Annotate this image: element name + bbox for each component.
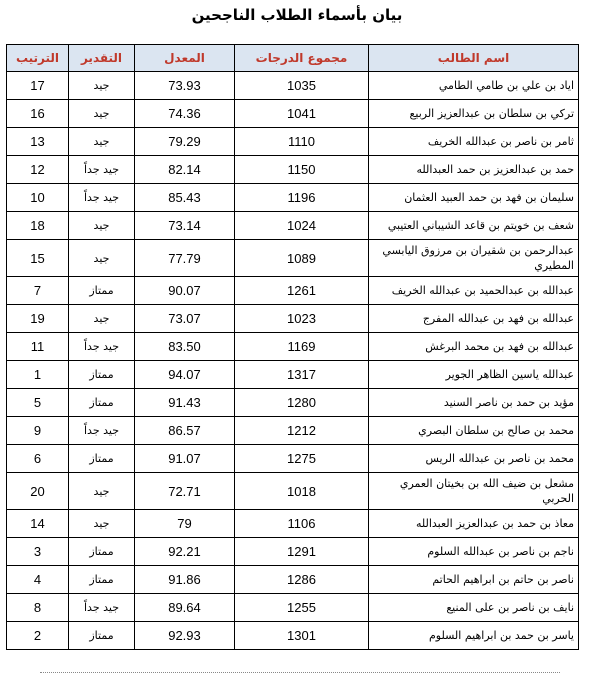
- page-title: بيان بأسماء الطلاب الناجحين: [191, 6, 403, 24]
- student-name-cell: سليمان بن فهد بن حمد العبيد العثمان: [369, 184, 579, 212]
- rank-cell: 16: [7, 100, 69, 128]
- table-row: [7, 212, 579, 240]
- header-rank: الترتيب: [7, 45, 69, 72]
- student-name-cell: معاذ بن حمد بن عبدالعزيز العبدالله: [369, 510, 579, 538]
- header-total: مجموع الدرجات: [235, 45, 369, 72]
- header-name: اسم الطالب: [369, 45, 579, 72]
- grade-cell: ممتاز: [69, 389, 135, 417]
- total-cell: 1106: [235, 510, 369, 538]
- total-cell: 1317: [235, 361, 369, 389]
- grade-cell: جيد جداً: [69, 417, 135, 445]
- table-row: [7, 417, 579, 445]
- grade-cell: ممتاز: [69, 622, 135, 650]
- student-name-cell: اياد بن علي بن طامي الطامي: [369, 72, 579, 100]
- table-row: [7, 622, 579, 650]
- table-row: [7, 473, 579, 510]
- student-name-cell: محمد بن صالح بن سلطان البصري: [369, 417, 579, 445]
- student-name-cell: ياسر بن حمد بن ابراهيم السلوم: [369, 622, 579, 650]
- grade-cell: ممتاز: [69, 445, 135, 473]
- grade-cell: جيد: [69, 510, 135, 538]
- table-row: [7, 128, 579, 156]
- student-name-cell: عبدالله بن فهد بن عبدالله المفرج: [369, 305, 579, 333]
- rank-cell: 14: [7, 510, 69, 538]
- total-cell: 1280: [235, 389, 369, 417]
- table-row: [7, 305, 579, 333]
- student-name-cell: مؤيد بن حمد بن ناصر السنيد: [369, 389, 579, 417]
- rank-cell: 10: [7, 184, 69, 212]
- total-cell: 1255: [235, 594, 369, 622]
- average-cell: 83.50: [135, 333, 235, 361]
- total-cell: 1169: [235, 333, 369, 361]
- rank-cell: 12: [7, 156, 69, 184]
- average-cell: 79.29: [135, 128, 235, 156]
- grade-cell: جيد: [69, 305, 135, 333]
- total-cell: 1023: [235, 305, 369, 333]
- rank-cell: 6: [7, 445, 69, 473]
- student-name-cell: نايف بن ناصر بن على المنيع: [369, 594, 579, 622]
- student-name-cell: ناجم بن ناصر بن عبدالله السلوم: [369, 538, 579, 566]
- rank-cell: 20: [7, 473, 69, 510]
- rank-cell: 9: [7, 417, 69, 445]
- grade-cell: جيد جداً: [69, 184, 135, 212]
- table-row: [7, 240, 579, 277]
- table-row: [7, 538, 579, 566]
- average-cell: 79: [135, 510, 235, 538]
- rank-cell: 11: [7, 333, 69, 361]
- header-row: [7, 45, 579, 72]
- grade-cell: جيد: [69, 240, 135, 277]
- table-row: [7, 594, 579, 622]
- student-name-cell: محمد بن ناصر بن عبدالله الريس: [369, 445, 579, 473]
- average-cell: 85.43: [135, 184, 235, 212]
- rank-cell: 7: [7, 277, 69, 305]
- total-cell: 1041: [235, 100, 369, 128]
- average-cell: 90.07: [135, 277, 235, 305]
- rank-cell: 5: [7, 389, 69, 417]
- student-name-cell: عبدالله ياسين الظاهر الجوير: [369, 361, 579, 389]
- rank-cell: 19: [7, 305, 69, 333]
- grade-cell: ممتاز: [69, 277, 135, 305]
- grade-cell: جيد جداً: [69, 333, 135, 361]
- rank-cell: 4: [7, 566, 69, 594]
- average-cell: 94.07: [135, 361, 235, 389]
- grade-cell: ممتاز: [69, 566, 135, 594]
- average-cell: 86.57: [135, 417, 235, 445]
- student-name-cell: عبدالرحمن بن شقيران بن مرزوق اليابسي المطيري: [369, 240, 579, 277]
- grade-cell: جيد: [69, 473, 135, 510]
- total-cell: 1018: [235, 473, 369, 510]
- rank-cell: 2: [7, 622, 69, 650]
- total-cell: 1024: [235, 212, 369, 240]
- total-cell: 1291: [235, 538, 369, 566]
- grade-cell: جيد جداً: [69, 156, 135, 184]
- student-name-cell: شعف بن خويتم بن قاعد الشيباني العتيبي: [369, 212, 579, 240]
- student-name-cell: عبدالله بن عبدالحميد بن عبدالله الخريف: [369, 277, 579, 305]
- average-cell: 91.86: [135, 566, 235, 594]
- grade-cell: جيد: [69, 212, 135, 240]
- grade-cell: ممتاز: [69, 538, 135, 566]
- average-cell: 74.36: [135, 100, 235, 128]
- grade-cell: ممتاز: [69, 361, 135, 389]
- header-grade: التقدير: [69, 45, 135, 72]
- total-cell: 1261: [235, 277, 369, 305]
- average-cell: 73.14: [135, 212, 235, 240]
- table-row: [7, 100, 579, 128]
- students-table: [6, 44, 579, 650]
- header-average: المعدل: [135, 45, 235, 72]
- total-cell: 1286: [235, 566, 369, 594]
- average-cell: 77.79: [135, 240, 235, 277]
- average-cell: 72.71: [135, 473, 235, 510]
- average-cell: 91.43: [135, 389, 235, 417]
- student-name-cell: تركي بن سلطان بن عبدالعزيز الربيع: [369, 100, 579, 128]
- average-cell: 82.14: [135, 156, 235, 184]
- average-cell: 73.07: [135, 305, 235, 333]
- table-row: [7, 510, 579, 538]
- table-row: [7, 72, 579, 100]
- table-row: [7, 445, 579, 473]
- table-row: [7, 333, 579, 361]
- average-cell: 92.93: [135, 622, 235, 650]
- student-name-cell: ثامر بن ناصر بن عبدالله الخريف: [369, 128, 579, 156]
- cut-off-footer: [40, 672, 560, 677]
- table-body: [7, 72, 579, 650]
- table-row: [7, 361, 579, 389]
- rank-cell: 13: [7, 128, 69, 156]
- table-row: [7, 156, 579, 184]
- average-cell: 89.64: [135, 594, 235, 622]
- average-cell: 91.07: [135, 445, 235, 473]
- grade-cell: جيد: [69, 100, 135, 128]
- student-name-cell: ناصر بن حاتم بن ابراهيم الحاتم: [369, 566, 579, 594]
- table-row: [7, 277, 579, 305]
- average-cell: 73.93: [135, 72, 235, 100]
- total-cell: 1035: [235, 72, 369, 100]
- student-name-cell: حمد بن عبدالعزيز بن حمد العبدالله: [369, 156, 579, 184]
- student-name-cell: عبدالله بن فهد بن محمد البرغش: [369, 333, 579, 361]
- total-cell: 1301: [235, 622, 369, 650]
- rank-cell: 8: [7, 594, 69, 622]
- table-row: [7, 389, 579, 417]
- table-row: [7, 566, 579, 594]
- rank-cell: 17: [7, 72, 69, 100]
- rank-cell: 18: [7, 212, 69, 240]
- rank-cell: 3: [7, 538, 69, 566]
- total-cell: 1089: [235, 240, 369, 277]
- average-cell: 92.21: [135, 538, 235, 566]
- grade-cell: جيد: [69, 128, 135, 156]
- grade-cell: جيد جداً: [69, 594, 135, 622]
- rank-cell: 1: [7, 361, 69, 389]
- grade-cell: جيد: [69, 72, 135, 100]
- rank-cell: 15: [7, 240, 69, 277]
- total-cell: 1212: [235, 417, 369, 445]
- total-cell: 1196: [235, 184, 369, 212]
- total-cell: 1150: [235, 156, 369, 184]
- student-name-cell: مشعل بن ضيف الله بن بخيتان العمري الحربي: [369, 473, 579, 510]
- total-cell: 1275: [235, 445, 369, 473]
- total-cell: 1110: [235, 128, 369, 156]
- table-row: [7, 184, 579, 212]
